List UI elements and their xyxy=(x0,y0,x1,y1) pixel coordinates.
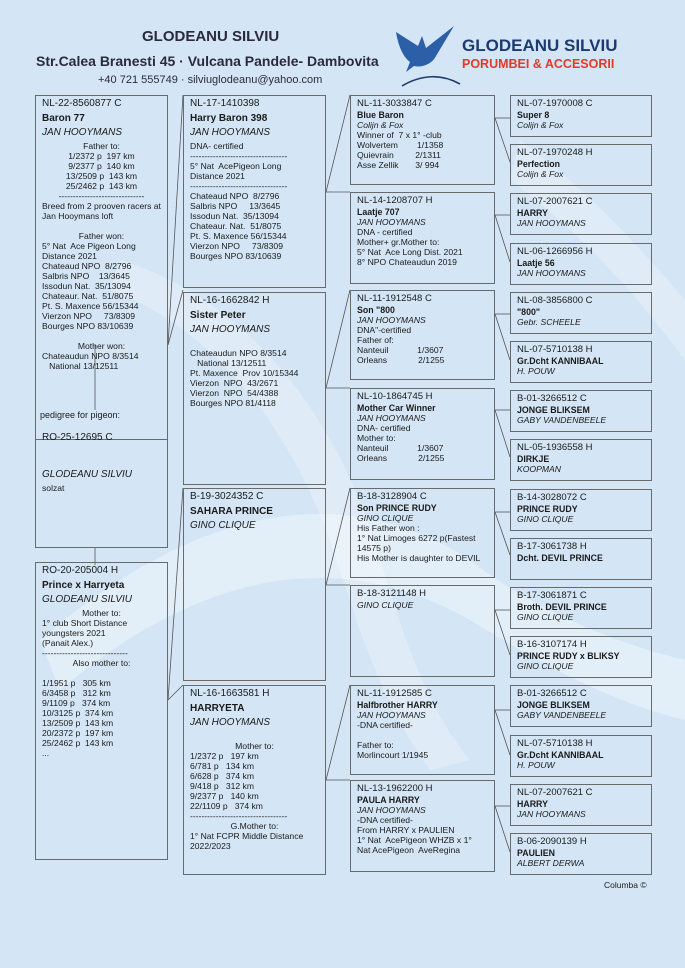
breeder-name: JAN HOOYMANS xyxy=(517,808,586,819)
pigeon-name: Baron 77 xyxy=(42,113,85,124)
detail-line: 1/1951 p 305 km xyxy=(42,678,111,688)
pigeon-details xyxy=(190,141,319,261)
ancestor-card xyxy=(510,489,652,531)
ancestor-card xyxy=(510,636,652,678)
detail-line: 6/3458 p 312 km xyxy=(42,688,111,698)
detail-line: National 13/12511 xyxy=(42,361,119,371)
detail-line: 10/3125 p 374 km xyxy=(42,708,114,718)
detail-line: 5° Nat AcePigeon Long xyxy=(190,161,282,171)
detail-line: Nat AcePigeon AveRegina xyxy=(357,845,461,855)
detail-line: 20/2372 p 197 km xyxy=(42,728,114,738)
great-grandparent-card xyxy=(350,290,495,380)
pigeon-name: Son "800 xyxy=(357,305,395,315)
pigeon-name: Gr.Dcht KANNIBAAL xyxy=(517,356,604,366)
detail-line: Pt. S. Maxence 56/15344 xyxy=(42,301,139,311)
detail-line: Winner of 7 x 1° -club xyxy=(357,130,442,140)
ring-number: NL-08-3856800 C xyxy=(517,294,593,306)
ring-number: NL-16-1662842 H xyxy=(190,295,270,306)
detail-line: 8° NPO Chateaudun 2019 xyxy=(357,257,457,267)
detail-line: Issodun Nat. 35/13094 xyxy=(42,281,131,291)
detail-line: From HARRY x PAULIEN xyxy=(357,825,455,835)
breeder-name: JAN HOOYMANS xyxy=(190,717,271,728)
detail-line: Father to: xyxy=(357,740,394,750)
detail-line: National 13/12511 xyxy=(190,358,267,368)
detail-line: 1/2372 p 197 km xyxy=(68,151,135,161)
detail-line: Pt. Maxence Prov 10/15344 xyxy=(190,368,299,378)
breeder-name: GINO CLIQUE xyxy=(517,612,574,622)
ring-number: NL-06-1266956 H xyxy=(517,245,593,257)
ancestor-card xyxy=(510,292,652,334)
detail-line: DNA- certified xyxy=(190,141,244,151)
detail-line: Jan Hooymans loft xyxy=(42,211,114,221)
ring-number: NL-14-1208707 H xyxy=(357,195,433,206)
grandparent-card xyxy=(183,685,326,875)
pigeon-name: HARRY xyxy=(517,208,548,219)
detail-line: -DNA certified- xyxy=(357,815,413,825)
pigeon-details xyxy=(357,227,488,267)
great-grandparent-card xyxy=(350,585,495,677)
detail-line: ------------------------------ xyxy=(42,648,128,658)
header-name: GLODEANU SILVIU xyxy=(142,28,280,45)
breeder-name: Colijn & Fox xyxy=(517,169,564,180)
breeder-name: JAN HOOYMANS xyxy=(357,217,426,227)
detail-line: G.Mother to: xyxy=(230,821,279,831)
detail-line: His Father won : xyxy=(357,523,420,533)
detail-line: Issodun Nat. 35/13094 xyxy=(190,211,279,221)
ring-number: NL-05-1936558 H xyxy=(517,442,593,454)
detail-line: ---------------------------------- xyxy=(190,181,288,191)
detail-line: Vierzon NPO 54/4388 xyxy=(190,388,279,398)
pigeon-name: Harry Baron 398 xyxy=(190,113,268,124)
ancestor-card xyxy=(510,243,652,285)
pigeon-name: Halfbrother HARRY xyxy=(357,700,438,710)
detail-line: -DNA certified- xyxy=(357,720,413,730)
detail-line: 22/1109 p 374 km xyxy=(190,801,263,811)
breeder-name: JAN HOOYMANS xyxy=(357,315,426,325)
pigeon-details xyxy=(357,720,488,760)
breeder-name: GABY VANDENBEELE xyxy=(517,710,607,721)
detail-line: Nanteuil 1/3607 xyxy=(357,345,444,355)
ancestor-card xyxy=(510,95,652,137)
ring-number: B-18-3128904 C xyxy=(357,491,427,502)
detail-line: Salbris NPO 13/3645 xyxy=(42,271,130,281)
ring-number: NL-10-1864745 H xyxy=(357,391,433,402)
subject-breeder: GLODEANU SILVIU xyxy=(42,469,133,480)
pigeon-name: Sister Peter xyxy=(190,310,246,321)
ancestor-card xyxy=(510,784,652,826)
detail-line: 1/2372 p 197 km xyxy=(190,751,259,761)
ring-number: NL-07-2007621 C xyxy=(517,196,593,208)
ring-number: NL-13-1962200 H xyxy=(357,783,433,794)
grandparent-card xyxy=(183,95,326,288)
detail-line: Morlincourt 1/1945 xyxy=(357,750,429,760)
detail-line: Mother+ gr.Mother to: xyxy=(357,237,440,247)
pigeon-name: PAULIEN xyxy=(517,848,555,858)
ancestor-card xyxy=(510,341,652,383)
ring-number: B-16-3107174 H xyxy=(517,639,587,651)
grandparent-card xyxy=(183,488,326,681)
detail-line: Vierzon NPO 73/8309 xyxy=(190,241,283,251)
breeder-name: JAN HOOYMANS xyxy=(357,805,426,815)
breeder-name: GINO CLIQUE xyxy=(357,513,414,523)
pigeon-name: DIRKJE xyxy=(517,454,550,465)
breeder-name: Colijn & Fox xyxy=(517,120,564,130)
detail-line xyxy=(42,668,161,678)
ancestor-card xyxy=(510,144,652,186)
ancestor-card xyxy=(510,833,652,875)
logo-subtitle: PORUMBEI & ACCESORII xyxy=(462,57,615,71)
detail-line: 6/781 p 134 km xyxy=(190,761,255,771)
detail-line: youngsters 2021 xyxy=(42,628,106,638)
ring-number: NL-11-1912548 C xyxy=(357,293,432,304)
detail-line: ---------------------------------- xyxy=(190,151,288,161)
pigeon-name: Gr.Dcht KANNIBAAL xyxy=(517,749,604,760)
pigeon-name: PRINCE RUDY x BLIKSY xyxy=(517,651,620,662)
detail-line: DNA"-certified xyxy=(357,325,412,335)
detail-line: His Mother is daughter to DEVIL xyxy=(357,553,481,563)
detail-line: Distance 2021 xyxy=(190,171,245,181)
pigeon-name: PRINCE RUDY xyxy=(517,503,578,514)
pigeon-name: SAHARA PRINCE xyxy=(190,506,273,517)
breeder-name: JAN HOOYMANS xyxy=(517,267,586,278)
detail-line: Pt. S. Maxence 56/15344 xyxy=(190,231,287,241)
detail-line: 2022/2023 xyxy=(190,841,231,851)
ring-number: NL-11-1912585 C xyxy=(357,688,432,699)
detail-line: 9/2377 p 140 km xyxy=(68,161,135,171)
ring-number: NL-07-5710138 H xyxy=(517,737,593,749)
breeder-name: GLODEANU SILVIU xyxy=(42,594,133,605)
detail-line: 9/1109 p 374 km xyxy=(42,698,111,708)
ring-number: B-17-3061738 H xyxy=(517,540,587,552)
pigeon-details xyxy=(357,815,488,855)
detail-line: 1° Nat AcePigeon WHZB x 1° xyxy=(357,835,472,845)
pigeon-name: Prince x Harryeta xyxy=(42,580,125,591)
great-grandparent-card xyxy=(350,685,495,775)
breeder-name: GABY VANDENBEELE xyxy=(517,415,607,426)
detail-line: 13/2509 p 143 km xyxy=(42,718,114,728)
pigeon-details xyxy=(42,141,161,371)
detail-line xyxy=(190,338,319,348)
pigeon-details xyxy=(42,608,161,758)
detail-line: Father won: xyxy=(78,231,125,241)
breeder-name: JAN HOOYMANS xyxy=(357,413,426,423)
detail-line: Father of: xyxy=(357,335,394,345)
great-grandparent-card xyxy=(350,488,495,578)
pigeon-name: HARRY xyxy=(517,798,548,809)
detail-line: Bourges NPO 81/4118 xyxy=(190,398,276,408)
detail-line: Asse Zellik 3/ 994 xyxy=(357,160,440,170)
detail-line: Mother to: xyxy=(357,433,396,443)
detail-line: DNA - certified xyxy=(357,227,413,237)
ring-number: B-06-2090139 H xyxy=(517,836,587,847)
pigeon-name: Dcht. DEVIL PRINCE xyxy=(517,552,603,563)
breeder-name: KOOPMAN xyxy=(517,464,561,475)
subject-card xyxy=(35,420,168,548)
ancestor-card xyxy=(510,538,652,580)
detail-line xyxy=(42,331,161,341)
footer-credit: Columba © xyxy=(604,880,647,890)
ring-number: NL-22-8560877 C xyxy=(42,98,122,109)
detail-line: 5° Nat Ace Long Dist. 2021 xyxy=(357,247,463,257)
detail-line: Salbris NPO 13/3645 xyxy=(190,201,281,211)
detail-line: Mother won: xyxy=(77,341,126,351)
detail-line: (Panait Alex.) xyxy=(42,638,94,648)
ring-number: B-01-3266512 C xyxy=(517,393,587,405)
detail-line xyxy=(190,731,319,741)
ring-number: NL-07-2007621 C xyxy=(517,786,593,798)
pigeon-name: "800" xyxy=(517,306,541,317)
great-grandparent-card xyxy=(350,192,495,284)
ancestor-card xyxy=(510,193,652,235)
pigeon-name: Super 8 xyxy=(517,110,550,120)
father-card xyxy=(35,95,168,440)
detail-line: Father to: xyxy=(83,141,120,151)
detail-line xyxy=(357,730,488,740)
detail-line: Bourges NPO 83/10639 xyxy=(190,251,282,261)
great-grandparent-card xyxy=(350,388,495,480)
detail-line: Also mother to: xyxy=(72,658,131,668)
pigeon-details xyxy=(357,423,488,463)
pigeon-name: PAULA HARRY xyxy=(357,795,420,805)
detail-line: 5° Nat Ace Pigeon Long xyxy=(42,241,136,251)
breeder-name: Colijn & Fox xyxy=(357,120,404,130)
detail-line: Chateaud NPO 8/2796 xyxy=(42,261,132,271)
header-contact: +40 721 555749 · silviuglodeanu@yahoo.com xyxy=(98,74,323,86)
detail-line: Chateaudun NPO 8/3514 xyxy=(42,351,139,361)
ancestor-card xyxy=(510,735,652,777)
detail-line: Distance 2021 xyxy=(42,251,97,261)
detail-line: Mother to: xyxy=(82,608,121,618)
header-address: Str.Calea Branesti 45 · Vulcana Pandele- Dambovita xyxy=(36,53,379,69)
ring-number: B-14-3028072 C xyxy=(517,491,587,503)
detail-line: 13/2509 p 143 km xyxy=(65,171,138,181)
detail-line: Chateaur. Nat. 51/8075 xyxy=(42,291,134,301)
ancestor-card xyxy=(510,587,652,629)
pigeon-name: Mother Car Winner xyxy=(357,403,436,413)
detail-line: DNA- certified xyxy=(357,423,411,433)
breeder-name: H. POUW xyxy=(517,759,555,770)
pigeon-name: HARRYETA xyxy=(190,703,245,714)
great-grandparent-card xyxy=(350,780,495,872)
subject-color: solzat xyxy=(42,483,65,493)
detail-line: 25/2462 p 143 km xyxy=(42,738,114,748)
detail-line: 14575 p) xyxy=(357,543,391,553)
ancestor-card xyxy=(510,685,652,727)
detail-line: 25/2462 p 143 km xyxy=(65,181,138,191)
pigeon-details xyxy=(357,325,488,365)
breeder-name: GINO CLIQUE xyxy=(517,513,574,524)
breeder-name: ALBERT DERWA xyxy=(517,858,585,868)
ancestor-card xyxy=(510,390,652,432)
ring-number: NL-17-1410398 xyxy=(190,98,260,109)
breeder-name: Gebr. SCHEELE xyxy=(517,316,581,327)
detail-line: Vierzon NPO 73/8309 xyxy=(42,311,135,321)
pigeon-name: JONGE BLIKSEM xyxy=(517,700,590,711)
ring-number: NL-07-1970248 H xyxy=(517,147,593,159)
pigeon-details xyxy=(190,338,319,408)
detail-line: Nanteuil 1/3607 xyxy=(357,443,444,453)
ancestor-card xyxy=(510,439,652,481)
breeder-name: GINO CLIQUE xyxy=(190,520,256,531)
detail-line: Chateaudun NPO 8/3514 xyxy=(190,348,287,358)
detail-line: Bourges NPO 83/10639 xyxy=(42,321,134,331)
great-grandparent-card xyxy=(350,95,495,185)
detail-line: ---------------------------------- xyxy=(190,811,288,821)
ring-number: NL-07-1970008 C xyxy=(517,98,593,109)
breeder-name: JAN HOOYMANS xyxy=(357,710,426,720)
detail-line: Quievrain 2/1311 xyxy=(357,150,441,160)
pigeon-name: Blue Baron xyxy=(357,110,404,120)
mother-card xyxy=(35,562,168,860)
pigeon-name: Broth. DEVIL PRINCE xyxy=(517,602,607,612)
breeder-name: JAN HOOYMANS xyxy=(190,324,271,335)
breeder-name: JAN HOOYMANS xyxy=(42,127,123,138)
detail-line: 6/628 p 374 km xyxy=(190,771,255,781)
pigeon-name: JONGE BLIKSEM xyxy=(517,405,590,416)
detail-line: Orleans 2/1255 xyxy=(357,355,445,365)
detail-line: 1° club Short Distance xyxy=(42,618,128,628)
grandparent-card xyxy=(183,292,326,485)
ring-number: B-01-3266512 C xyxy=(517,688,587,700)
detail-line xyxy=(42,221,161,231)
breeder-name: H. POUW xyxy=(517,366,555,376)
detail-line: Vierzon NPO 43/2671 xyxy=(190,378,279,388)
detail-line: ------------------------------ xyxy=(58,191,145,201)
pigeon-name: Perfection xyxy=(517,159,561,170)
detail-line: Wolvertem 1/1358 xyxy=(357,140,444,150)
detail-line: Orleans 2/1255 xyxy=(357,453,445,463)
detail-line: Mother to: xyxy=(235,741,274,751)
detail-line: 9/2377 p 140 km xyxy=(190,791,259,801)
breeder-name: JAN HOOYMANS xyxy=(517,218,586,229)
ring-number: NL-07-5710138 H xyxy=(517,344,593,355)
logo-title: GLODEANU SILVIU xyxy=(462,36,618,55)
detail-line: 1° Nat FCPR Middle Distance xyxy=(190,831,304,841)
pigeon-name: Son PRINCE RUDY xyxy=(357,503,437,513)
pedigree-label: pedigree for pigeon: xyxy=(40,410,121,420)
detail-line: 9/418 p 312 km xyxy=(190,781,255,791)
detail-line: Chateaud NPO 8/2796 xyxy=(190,191,280,201)
subject-ring: RO-25-12695 C xyxy=(42,432,113,443)
pigeon-details xyxy=(357,130,488,170)
pigeon-details xyxy=(190,731,319,851)
detail-line: ... xyxy=(42,748,50,758)
ring-number: RO-20-205004 H xyxy=(42,565,119,576)
ring-number: NL-16-1663581 H xyxy=(190,688,270,699)
pigeon-details xyxy=(357,523,488,563)
ring-number: NL-11-3033847 C xyxy=(357,98,432,109)
breeder-name: JAN HOOYMANS xyxy=(190,127,271,138)
breeder-name: GINO CLIQUE xyxy=(357,600,414,610)
pigeon-name: Laatje 707 xyxy=(357,207,400,217)
detail-line: 1° Nat Limoges 6272 p(Fastest xyxy=(357,533,476,543)
detail-line: Chateaur. Nat. 51/8075 xyxy=(190,221,282,231)
pigeon-name: Laatje 56 xyxy=(517,257,555,268)
detail-line: Breed from 2 prooven racers at xyxy=(42,201,161,211)
breeder-name: GINO CLIQUE xyxy=(517,661,574,672)
ring-number: B-19-3024352 C xyxy=(190,491,264,502)
ring-number: B-17-3061871 C xyxy=(517,590,587,601)
ring-number: B-18-3121148 H xyxy=(357,588,427,599)
